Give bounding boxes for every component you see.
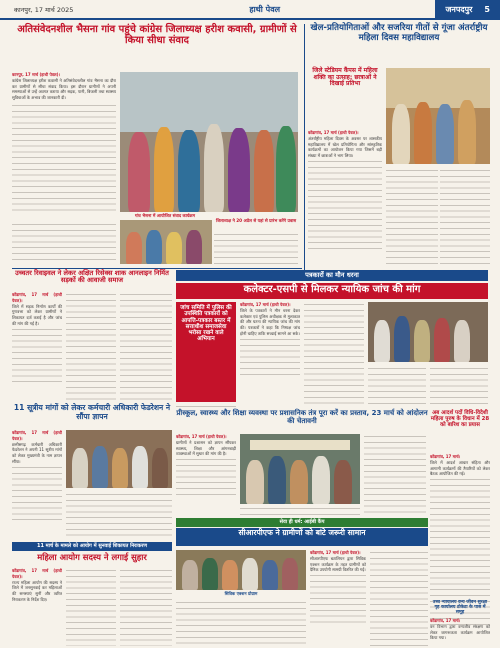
page-number: 5 (484, 4, 490, 14)
story-2-headline: खेल-प्रतियोगिताओं और सजरिया गीतों से गूंजा अंतर्राष्ट्रीय महिला दिवस महाविद्यालय (310, 23, 488, 43)
story-10 (430, 410, 490, 428)
story-7-text: वन विभाग द्वारा वन्यजीव संरक्षण को लेकर जागरूकता कार्यक्रम आयोजित किया गया। (430, 623, 490, 641)
story-8-dateline: कोंडागांव, 17 मार्च (हाथी पेवल)। (12, 568, 62, 579)
section-name: जनपदपुर (445, 4, 473, 14)
story-3-dateline: कोंडागांव, 17 मार्च (हाथी पेवल)। (12, 292, 62, 303)
story-5-photo (368, 302, 488, 362)
story-9-dateline: कोंडागांव, 17 मार्च (हाथी पेवल)। (310, 550, 361, 555)
story-2-text: अंतर्राष्ट्रीय महिला दिवस के अवसर पर शासकीय महाविद्यालय में खेल प्रतियोगिता और सांस्कृतिक कार्यक्रमों का आयोजन किया गया जिसमें बड़ी संख्या में छात्राओं ने भाग लिया। (308, 135, 382, 159)
story-10-headline: अब आदर्श पदों विधि-विदेशी महिला पुरुष के विधान में 28 को बारिश का प्रयास (430, 410, 490, 429)
story-7-headline: उच्च न्यायालय वन्य जीवन सुरक्षा गृह कार्यालय टोकेटा के पास में समूह (432, 600, 488, 616)
story-2-photo (386, 68, 490, 164)
story-2-side-heading: जिले स्टेडियम कैंपस में महिला शक्ति का उत्साह: छात्राओं ने दिखाई प्रतिभा (312, 67, 378, 88)
story-8 (12, 553, 172, 562)
page-header (0, 0, 500, 20)
story-1-photo (120, 72, 298, 212)
story-2 (308, 24, 490, 43)
story-8-headline: महिला आयोग सदस्य ने लगाई सुहार (37, 552, 147, 562)
issue-date: कानपुर, 17 मार्च 2025 (14, 5, 74, 14)
story-1-text: कांग्रेस जिलाध्यक्ष हरीश कवासी ने अतिसंवेदनशील गांव भैसना का दौरा कर ग्रामीणों से सीधा संवाद किया। इस दौरान ग्रामीणों ने अपनी समस्याओं से उन्हें अवगत कराया और सड़क, पानी, बिजली तथा स्वास्थ्य सुविधाओं के अभाव की जानकारी दी। (12, 77, 116, 101)
story-1-body (12, 72, 116, 222)
story-10-text: जिले में आदर्श आचार संहिता और आगामी कार्यक्रमों की तैयारियों को लेकर बैठक आयोजित की गई। (430, 459, 490, 477)
story-3-headline: उच्चतर रिवाइवल ने लेकर अक्षित रिसेक्स शाक आनलाइन निर्मित सड़कों की आवाजी समाज (15, 269, 169, 285)
story-10-dateline: कोंडागांव, 17 मार्च। (430, 454, 461, 459)
story-9-text: सीआरपीएफ बटालियन द्वारा सिविक एक्शन कार्यक्रम के तहत ग्रामीणों को दैनिक उपयोगी सामग्री वितरित की गई। (310, 555, 366, 573)
story-1-text-continuation (12, 103, 116, 213)
story-9-banner: सेवा ही धर्म: आईबी कैंप (176, 518, 428, 527)
masthead-title: हाथी पेवल (249, 4, 281, 14)
story-9-photo (176, 550, 306, 590)
story-4-photo (66, 430, 172, 488)
story-5-pull-quote: जांच समिति में पुलिस की उपस्थिति पत्रकारों को आपत्ति-पत्रकार बस्तर में सत्ताधीश समाजसेवा भरोसा रखने वाले अभियान (176, 302, 236, 402)
story-1-headline: अतिसंवेदनशील भैसना गांव पहुंचे कांग्रेस जिलाध्यक्ष हरीश कवासी, ग्रामीणों से किया सीधा संवाद (17, 24, 297, 47)
story-4-dateline: कोंडागांव, 17 मार्च (हाथी पेवल)। (12, 430, 62, 441)
story-9-headline: सीआरपीएफ ने ग्रामीणों को बांटे जरूरी सामान (238, 528, 366, 537)
story-6 (176, 410, 428, 426)
story-3-text: जिले में सड़क निर्माण कार्यों की गुणवत्ता को लेकर ग्रामीणों ने शिकायत दर्ज कराई है और जांच की मांग की गई है। (12, 303, 62, 326)
story-6-photo (240, 434, 360, 504)
story-1-photo-2 (120, 220, 212, 264)
story-8-banner: 11 मार्च के मामले को आयोग में सुनवाई शिकायत निराकरण (12, 542, 172, 551)
story-8-text: राज्य महिला आयोग की सदस्य ने जिले में जनसुनवाई कर महिलाओं की समस्याएं सुनीं और त्वरित निराकरण के निर्देश दिए। (12, 579, 62, 602)
story-9-photo-caption: सिविक एक्शन प्रोग्राम (224, 591, 258, 596)
story-7 (430, 600, 490, 615)
story-6-headline: प्रीस्कूल, स्वास्थ्य और शिक्षा व्यवस्था पर प्रशासनिक तंत्र पूरा करें का प्रस्ताव, 23 मार्च को आंदोलन की चेतावनी (176, 409, 428, 425)
story-2-dateline: कोंडागांव, 17 मार्च (हाथी पेवल)। (308, 130, 359, 135)
story-3 (12, 270, 172, 285)
story-6-text: ग्रामीणों ने प्रशासन को ज्ञापन सौंपकर स्वास्थ्य, शिक्षा और आंगनबाड़ी व्यवस्थाओं में सुधार की मांग की है। (176, 439, 236, 457)
story-5-dateline: कोंडागांव, 17 मार्च (हाथी पेवल)। (240, 302, 291, 307)
story-7-dateline: कोंडागांव, 17 मार्च। (430, 618, 461, 623)
story-1-photo-caption: गांव भैसना में आयोजित संवाद कार्यक्रम (134, 213, 196, 218)
story-4 (12, 404, 172, 421)
story-6-dateline: कोंडागांव, 17 मार्च (हाथी पेवल)। (176, 434, 227, 439)
story-4-headline: 11 सूत्रीय मांगों को लेकर कर्मचारी अधिकारी फेडरेशन ने सौंपा ज्ञापन (13, 403, 171, 421)
banner-1: पत्रकारों का मौन धरना (176, 270, 488, 281)
story-5-headline: कलेक्टर-एसपी से मिलकर न्यायिक जांच की मांग (243, 284, 421, 295)
story-1-side-caption: जिलाध्यक्ष ने 20 अप्रेल से यहां से प्रारंभ करेंगे प्रवास (215, 218, 297, 223)
story-1 (12, 24, 302, 72)
story-1-dateline: कानपुर, 17 मार्च (हाथी पेवल)। (12, 72, 60, 77)
story-5-text: जिले के पत्रकारों ने मौन धरना देकर कलेक्टर एवं पुलिस अधीक्षक से मुलाकात की और घटना की न्यायिक जांच की मांग की। पत्रकारों ने कहा कि निष्पक्ष जांच होनी चाहिए ताकि सच्चाई सामने आ सके। (240, 307, 300, 336)
story-4-text: छत्तीसगढ़ कर्मचारी अधिकारी फेडरेशन ने अपनी 11 सूत्रीय मांगों को लेकर मुख्यमंत्री के नाम ज्ञापन सौंपा। (12, 441, 62, 464)
section-label (435, 0, 500, 19)
